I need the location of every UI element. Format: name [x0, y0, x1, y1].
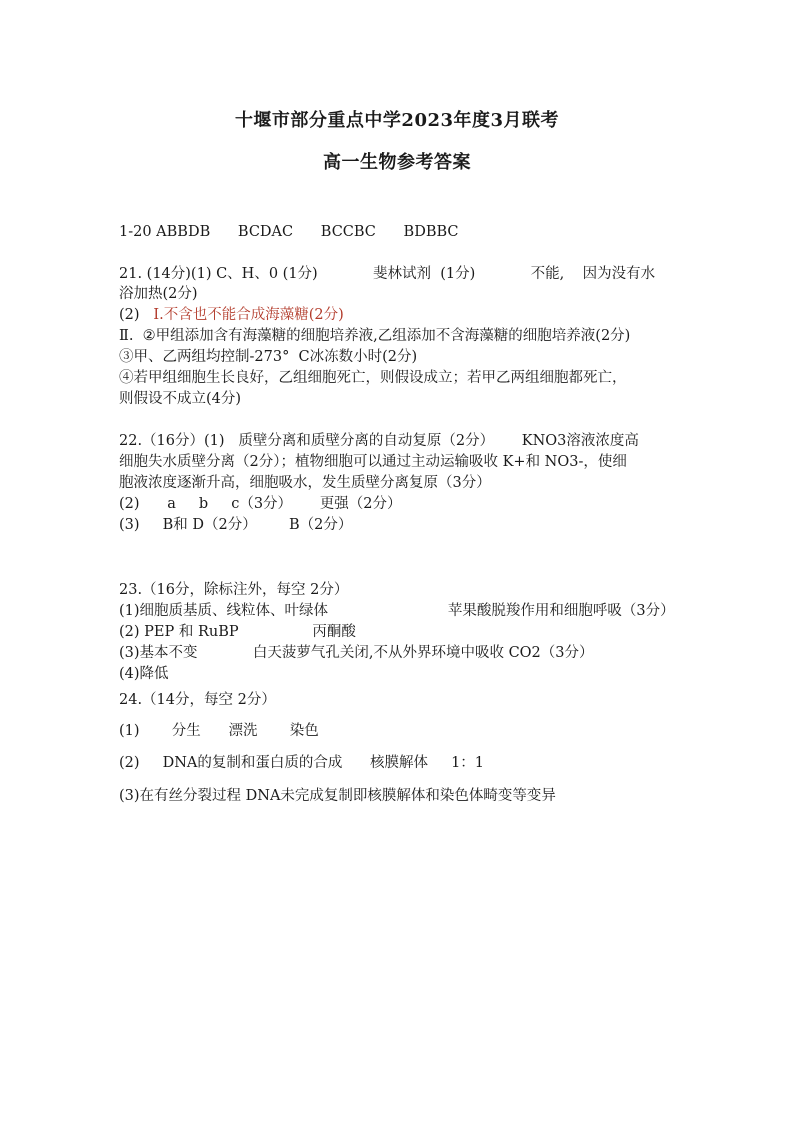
q23-line-1: 23.（16分，除标注外，每空 2分） [119, 582, 349, 598]
q24-line-3: (2) DNA的复制和蛋白质的合成 核膜解体 1：1 [119, 755, 485, 771]
q23-line-3: (2) PEP 和 RuBP 丙酮酸 [119, 624, 356, 640]
q21-line-2: 浴加热(2分) [119, 286, 198, 302]
q24-line-2: (1) 分生 漂洗 染色 [119, 723, 319, 739]
q21-line-3-prefix: (2) [119, 307, 154, 323]
q21-line-1: 21. (14分)(1) C、H、0 (1分) 斐林试剂 (1分) 不能, 因为没有水 [119, 266, 656, 282]
q21-line-7: 则假设不成立(4分) [119, 391, 242, 407]
q21-line-5: ③甲、乙两组均控制-273° C冰冻数小时(2分) [119, 349, 418, 365]
page-title: 十堰市部分重点中学2023年度3月联考 [234, 110, 560, 131]
q22-line-4: (2) a b c（3分） 更强（2分） [119, 496, 402, 512]
choice-answers: 1-20 ABBDB BCDAC BCCBC BDBBC [119, 224, 459, 240]
q22-line-3: 胞液浓度逐渐升高，细胞吸水，发生质壁分离复原（3分） [119, 475, 491, 491]
q22-line-5: (3) B和 D（2分） B（2分） [119, 517, 353, 533]
q22-line-1: 22.（16分）(1) 质壁分离和质壁分离的自动复原（2分） KNO3溶液浓度高 [119, 433, 639, 449]
q22-line-2: 细胞失水质壁分离（2分）；植物细胞可以通过主动运输吸收 K+和 NO3-，使细 [119, 454, 627, 470]
q21-line-4: Ⅱ. ②甲组添加含有海藻糖的细胞培养液,乙组添加不含海藻糖的细胞培养液(2分) [119, 328, 631, 344]
q23-line-2: (1)细胞质基质、线粒体、叶绿体 苹果酸脱羧作用和细胞呼吸（3分） [119, 603, 675, 619]
q23-line-4: (3)基本不变 白天菠萝气孔关闭,不从外界环境中吸收 CO2（3分） [119, 645, 594, 661]
q21-line-6: ④若甲组细胞生长良好，乙组细胞死亡，则假设成立；若甲乙两组细胞都死亡， [119, 370, 627, 386]
q24-line-1: 24.（14分，每空 2分） [119, 692, 276, 708]
q21-line-3-highlight: Ⅰ.不含也不能合成海藻糖(2分) [153, 307, 344, 323]
page-subtitle: 高一生物参考答案 [323, 152, 471, 173]
q24-line-4: (3)在有丝分裂过程 DNA未完成复制即核膜解体和染色体畸变等变异 [119, 788, 556, 804]
q23-line-5: (4)降低 [119, 666, 169, 682]
q21-line-3 [119, 305, 344, 325]
